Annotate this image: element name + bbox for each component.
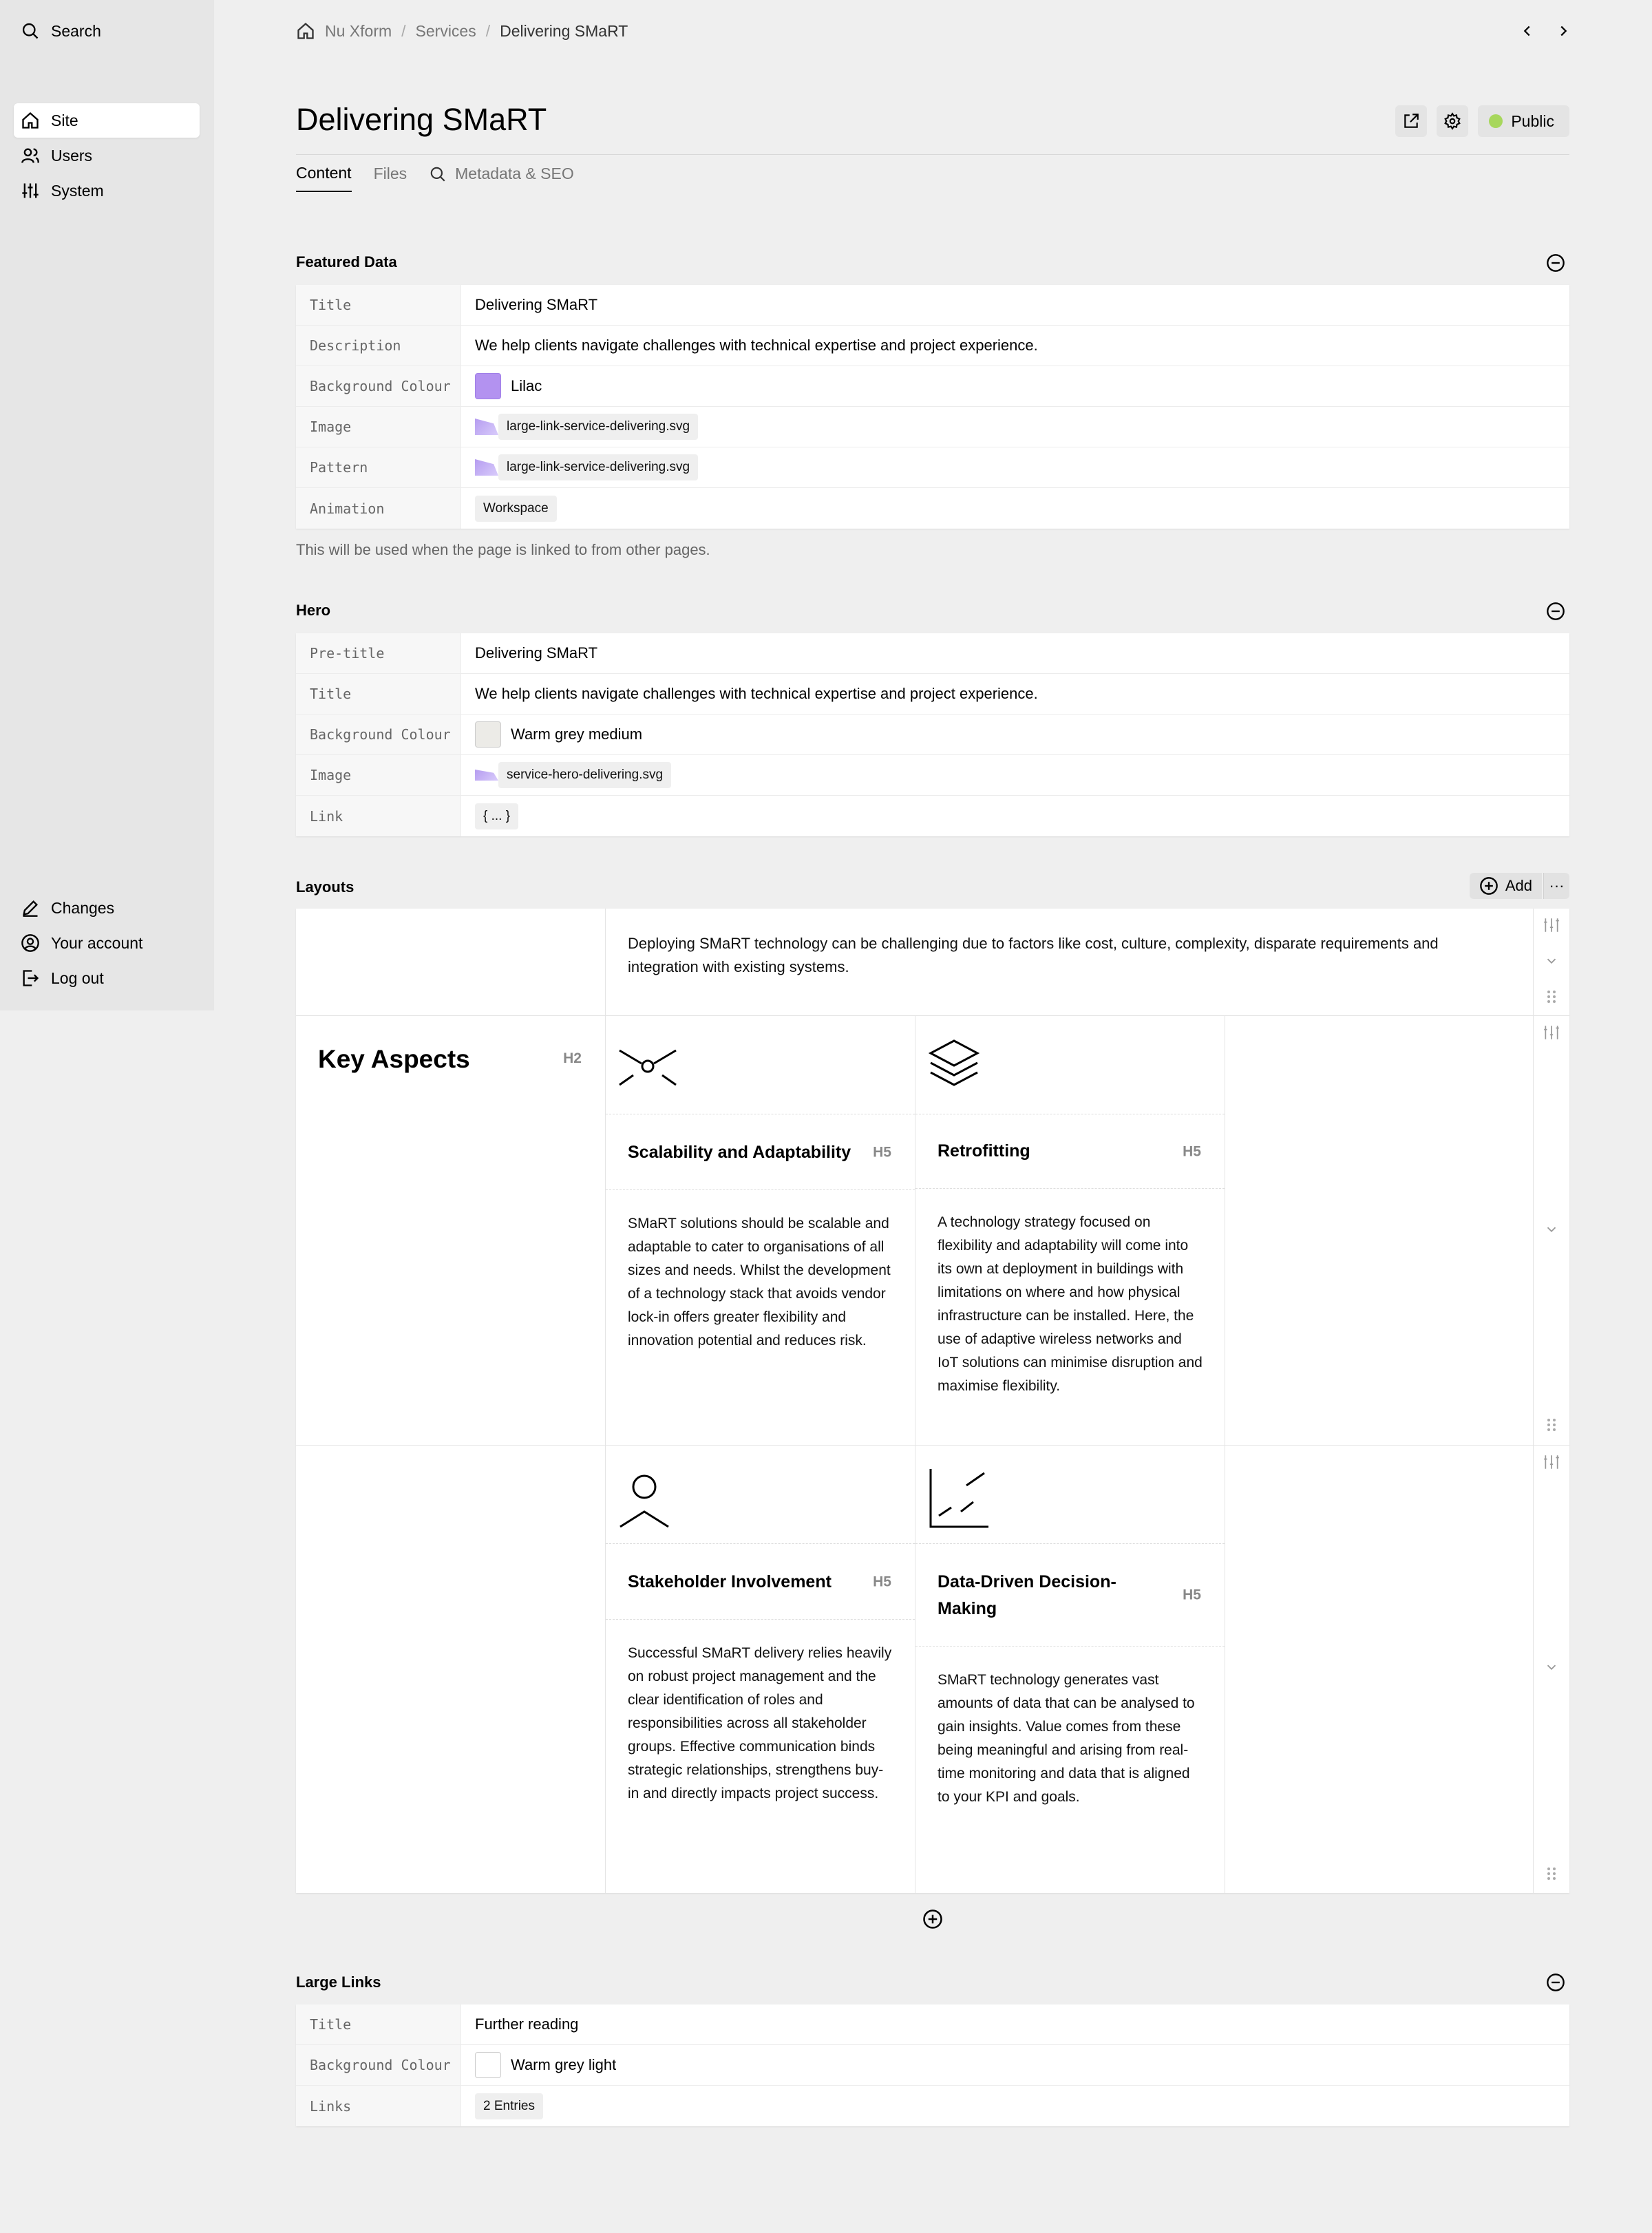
- hero-label: Hero: [296, 602, 331, 619]
- chevron-down-icon: [1544, 1660, 1559, 1675]
- hero-table: [296, 633, 1569, 836]
- card-icon-area: [606, 1016, 915, 1114]
- card-body[interactable]: SMaRT technology generates vast amounts of data that can be analysed to gain insights. Value comes from these being meaningful and arising from real-time monitoring and data that is aligned to your KPI and goals.: [938, 1672, 1195, 1805]
- field-key: Image: [296, 407, 461, 447]
- card-icon-area: [606, 1446, 915, 1544]
- layout-column-empty[interactable]: [1225, 1446, 1534, 1893]
- colour-swatch: [475, 2052, 501, 2078]
- field-row-animation: [296, 488, 1569, 529]
- heading-level-badge: H5: [1183, 1587, 1201, 1603]
- field-row-image: [296, 407, 1569, 447]
- featured-data-table: [296, 285, 1569, 529]
- search-button[interactable]: [14, 14, 200, 48]
- intro-text[interactable]: Deploying SMaRT technology can be challenging due to factors like cost, culture, complexity, disparate requirements and integration with existing systems.: [628, 935, 1439, 975]
- drag-handle-icon: [1545, 1865, 1558, 1882]
- field-key: Animation: [296, 488, 461, 529]
- header-actions: [1395, 105, 1569, 137]
- field-row-image: [296, 755, 1569, 796]
- sidebar-item-your-account[interactable]: [14, 926, 200, 960]
- field-row-title: [296, 285, 1569, 326]
- tab-label: Content: [296, 164, 352, 182]
- users-icon: [21, 146, 40, 165]
- field-value-text: Warm grey medium: [511, 726, 643, 743]
- sidebar-item-site[interactable]: [14, 103, 200, 138]
- tab-label: Metadata & SEO: [455, 165, 574, 182]
- chevron-down-icon: [1544, 953, 1559, 969]
- person-icon: [618, 1474, 670, 1528]
- card-icon-area: [915, 1446, 1225, 1544]
- trend-chart-icon: [928, 1468, 990, 1528]
- home-icon[interactable]: [296, 21, 315, 41]
- large-links-collapse-button[interactable]: [1542, 1969, 1569, 1996]
- large-links-label: Large Links: [296, 1973, 381, 1991]
- sort-settings-icon: [1543, 1453, 1560, 1471]
- sidebar-item-label: Site: [51, 111, 78, 129]
- nodes-icon: [618, 1042, 677, 1090]
- card-title: Retrofitting: [938, 1141, 1030, 1161]
- card-body[interactable]: SMaRT solutions should be scalable and adaptable to cater to organisations of all sizes and needs. Whilst the development of a technology stack that avoids vendor lock-in offers greater flexibility and innovation potential and reduces risk.: [628, 1216, 891, 1348]
- layout-row: [296, 1016, 1569, 1446]
- ellipsis-icon: ···: [1549, 877, 1565, 894]
- field-key: Title: [296, 2004, 461, 2044]
- status-button[interactable]: [1478, 105, 1569, 137]
- field-key: Image: [296, 755, 461, 795]
- field-value[interactable]: [461, 796, 1569, 836]
- file-thumbnail: [475, 419, 498, 435]
- sidebar-item-system[interactable]: [14, 173, 200, 208]
- row-settings-button[interactable]: [1542, 1452, 1561, 1472]
- row-controls: [1534, 1016, 1569, 1445]
- row-expand-button[interactable]: [1542, 1220, 1561, 1239]
- layout-column[interactable]: [296, 1016, 606, 1445]
- object-chip[interactable]: { ... }: [475, 803, 518, 829]
- row-expand-button[interactable]: [1542, 1658, 1561, 1677]
- field-row-description: [296, 326, 1569, 366]
- field-row-pre-title: [296, 633, 1569, 674]
- field-key: Title: [296, 285, 461, 325]
- breadcrumb-separator: /: [485, 21, 491, 40]
- add-row-button[interactable]: [920, 1907, 945, 1932]
- tab-content[interactable]: [296, 164, 352, 192]
- tab-metadata-seo[interactable]: [429, 164, 574, 192]
- card-icon-area: [915, 1016, 1225, 1114]
- field-key: Background Colour: [296, 2045, 461, 2085]
- breadcrumb-item[interactable]: Services: [415, 21, 476, 40]
- external-link-icon: [1402, 112, 1420, 130]
- breadcrumb-separator: /: [401, 21, 406, 40]
- chevron-left-icon: [1520, 23, 1535, 39]
- field-key: Pre-title: [296, 633, 461, 673]
- file-thumbnail: [475, 770, 498, 781]
- featured-data-collapse-button[interactable]: [1542, 249, 1569, 277]
- more-options-button[interactable]: [1543, 873, 1569, 899]
- large-links-table: [296, 2004, 1569, 2126]
- field-value[interactable]: [461, 674, 1569, 714]
- heading-level-badge: H2: [563, 1050, 582, 1066]
- search-label: Search: [51, 21, 101, 40]
- card-body[interactable]: Successful SMaRT delivery relies heavily on robust project management and the clear identification of roles and responsibilities across all stakeholder groups. Effective communication binds strategic relationships, strengthens buy-in and directly impacts project success.: [628, 1645, 892, 1801]
- chevron-down-icon: [1544, 1222, 1559, 1237]
- field-value[interactable]: [461, 407, 1569, 447]
- layout-column[interactable]: [606, 909, 1534, 1015]
- plus-circle-icon: [1479, 876, 1499, 896]
- option-chip[interactable]: Workspace: [475, 496, 557, 522]
- card-data-driven[interactable]: [915, 1446, 1225, 1893]
- row-drag-handle[interactable]: [1542, 987, 1561, 1006]
- user-circle-icon: [21, 933, 40, 953]
- breadcrumb: [296, 19, 628, 43]
- field-row-background-colour: [296, 366, 1569, 407]
- drag-handle-icon: [1545, 988, 1558, 1005]
- file-chip[interactable]: service-hero-delivering.svg: [498, 762, 671, 788]
- logout-icon: [21, 969, 40, 988]
- history-nav: [1518, 19, 1573, 43]
- add-label: Add: [1505, 877, 1532, 894]
- field-value-text: We help clients navigate challenges with technical expertise and project experience.: [475, 685, 1038, 702]
- field-key: Links: [296, 2086, 461, 2126]
- row-drag-handle[interactable]: [1542, 1415, 1561, 1435]
- field-value[interactable]: [461, 366, 1569, 406]
- field-value[interactable]: [461, 285, 1569, 325]
- field-value-text: Lilac: [511, 377, 542, 394]
- field-row-pattern: [296, 447, 1569, 488]
- heading-level-badge: H5: [873, 1144, 891, 1160]
- drag-handle-icon: [1545, 1417, 1558, 1433]
- sort-settings-icon: [1543, 916, 1560, 934]
- open-external-button[interactable]: [1395, 105, 1427, 137]
- field-row-link: [296, 796, 1569, 836]
- layout-row: [296, 909, 1569, 1016]
- field-key: Link: [296, 796, 461, 836]
- row-settings-button[interactable]: [1542, 916, 1561, 935]
- card-retrofitting[interactable]: [915, 1016, 1225, 1445]
- colour-swatch: [475, 373, 501, 399]
- status-dot: [1489, 114, 1503, 128]
- add-layout-button[interactable]: [1470, 873, 1542, 899]
- field-value[interactable]: [461, 488, 1569, 529]
- card-heading[interactable]: [606, 1544, 915, 1620]
- forward-button[interactable]: [1554, 19, 1573, 43]
- sidebar-item-label: Your account: [51, 933, 143, 952]
- featured-data-label: Featured Data: [296, 253, 397, 271]
- layout-column-empty[interactable]: [296, 1446, 606, 1893]
- field-value[interactable]: [461, 715, 1569, 754]
- heading-level-badge: H5: [1183, 1143, 1201, 1159]
- field-row-title: [296, 2004, 1569, 2045]
- field-row-title: [296, 674, 1569, 715]
- sidebar-item-log-out[interactable]: [14, 961, 200, 995]
- card-heading[interactable]: [606, 1114, 915, 1190]
- home-icon: [21, 111, 40, 130]
- row-expand-button[interactable]: [1542, 951, 1561, 971]
- sidebar-item-label: System: [51, 181, 104, 200]
- search-icon: [21, 21, 40, 41]
- row-settings-button[interactable]: [1542, 1023, 1561, 1042]
- chevron-right-icon: [1556, 23, 1571, 39]
- minus-circle-icon: [1546, 253, 1565, 273]
- card-title: Scalability and Adaptability: [628, 1143, 851, 1162]
- field-value-text: We help clients navigate challenges with technical expertise and project experience.: [475, 337, 1038, 354]
- file-chip[interactable]: large-link-service-delivering.svg: [498, 454, 698, 480]
- card-stakeholder[interactable]: [606, 1446, 915, 1893]
- status-label: Public: [1511, 112, 1554, 130]
- card-heading[interactable]: [915, 1114, 1225, 1189]
- layouts-label: Layouts: [296, 878, 354, 896]
- entries-chip[interactable]: 2 Entries: [475, 2093, 543, 2119]
- search-icon: [429, 165, 447, 183]
- layout-column-empty[interactable]: [1225, 1016, 1534, 1445]
- row-controls: [1534, 909, 1569, 1015]
- hero-collapse-button[interactable]: [1542, 597, 1569, 625]
- card-body[interactable]: A technology strategy focused on flexibility and adaptability will come into its own at deployment in buildings with limitations on where and how physical infrastructure can be installed. Here, the use of adaptive wireless networks and IoT solutions can minimise disruption and maximise flexibility.: [938, 1214, 1203, 1394]
- card-scalability[interactable]: [606, 1016, 915, 1445]
- field-value[interactable]: [461, 447, 1569, 487]
- card-title: Data-Driven Decision-Making: [938, 1572, 1116, 1618]
- field-key: Title: [296, 674, 461, 714]
- key-aspects-heading[interactable]: Key Aspects: [318, 1045, 470, 1073]
- file-chip[interactable]: large-link-service-delivering.svg: [498, 414, 698, 440]
- card-title: Stakeholder Involvement: [628, 1572, 832, 1591]
- row-controls: [1534, 1446, 1569, 1893]
- minus-circle-icon: [1546, 602, 1565, 621]
- field-value-text: Delivering SMaRT: [475, 296, 598, 313]
- field-value[interactable]: [461, 326, 1569, 366]
- heading-level-badge: H5: [873, 1574, 891, 1589]
- sliders-icon: [21, 181, 40, 200]
- tab-files[interactable]: [374, 164, 407, 192]
- field-value[interactable]: [461, 2045, 1569, 2085]
- tab-label: Files: [373, 165, 407, 182]
- layouts-grid: [296, 909, 1569, 1893]
- sidebar: [0, 0, 214, 1010]
- sort-settings-icon: [1543, 1024, 1560, 1041]
- minus-circle-icon: [1546, 1973, 1565, 1992]
- field-value-text: Warm grey light: [511, 2056, 617, 2073]
- field-row-links: [296, 2086, 1569, 2126]
- header-divider: [296, 154, 1569, 155]
- field-key: Background Colour: [296, 715, 461, 754]
- file-thumbnail: [475, 459, 498, 476]
- sidebar-item-label: Changes: [51, 898, 115, 917]
- field-row-background-colour: [296, 715, 1569, 755]
- field-value[interactable]: [461, 2086, 1569, 2126]
- row-drag-handle[interactable]: [1542, 1864, 1561, 1883]
- field-value[interactable]: [461, 755, 1569, 795]
- field-key: Background Colour: [296, 366, 461, 406]
- field-key: Description: [296, 326, 461, 366]
- field-row-background-colour: [296, 2045, 1569, 2086]
- layout-row: [296, 1446, 1569, 1893]
- field-value[interactable]: [461, 633, 1569, 673]
- field-value-text: Further reading: [475, 2015, 579, 2033]
- sidebar-item-label: Log out: [51, 969, 104, 987]
- sidebar-item-label: Users: [51, 146, 93, 165]
- layout-column[interactable]: [296, 909, 606, 1015]
- settings-button[interactable]: [1437, 105, 1468, 137]
- gear-icon: [1443, 112, 1461, 130]
- colour-swatch: [475, 721, 501, 748]
- card-heading[interactable]: [915, 1544, 1225, 1647]
- field-value-text: Delivering SMaRT: [475, 644, 598, 662]
- layers-icon: [928, 1038, 980, 1090]
- page-title: Delivering SMaRT: [296, 102, 547, 137]
- breadcrumb-item[interactable]: Nu Xform: [325, 21, 392, 40]
- tabs: [296, 164, 574, 192]
- back-button[interactable]: [1518, 19, 1537, 43]
- sidebar-item-users[interactable]: [14, 138, 200, 173]
- field-value[interactable]: [461, 2004, 1569, 2044]
- field-key: Pattern: [296, 447, 461, 487]
- featured-data-help: This will be used when the page is linked to from other pages.: [296, 541, 710, 558]
- pencil-icon: [21, 898, 40, 918]
- sidebar-item-changes[interactable]: [14, 891, 200, 925]
- plus-circle-icon: [922, 1909, 943, 1929]
- breadcrumb-current: Delivering SMaRT: [500, 21, 628, 40]
